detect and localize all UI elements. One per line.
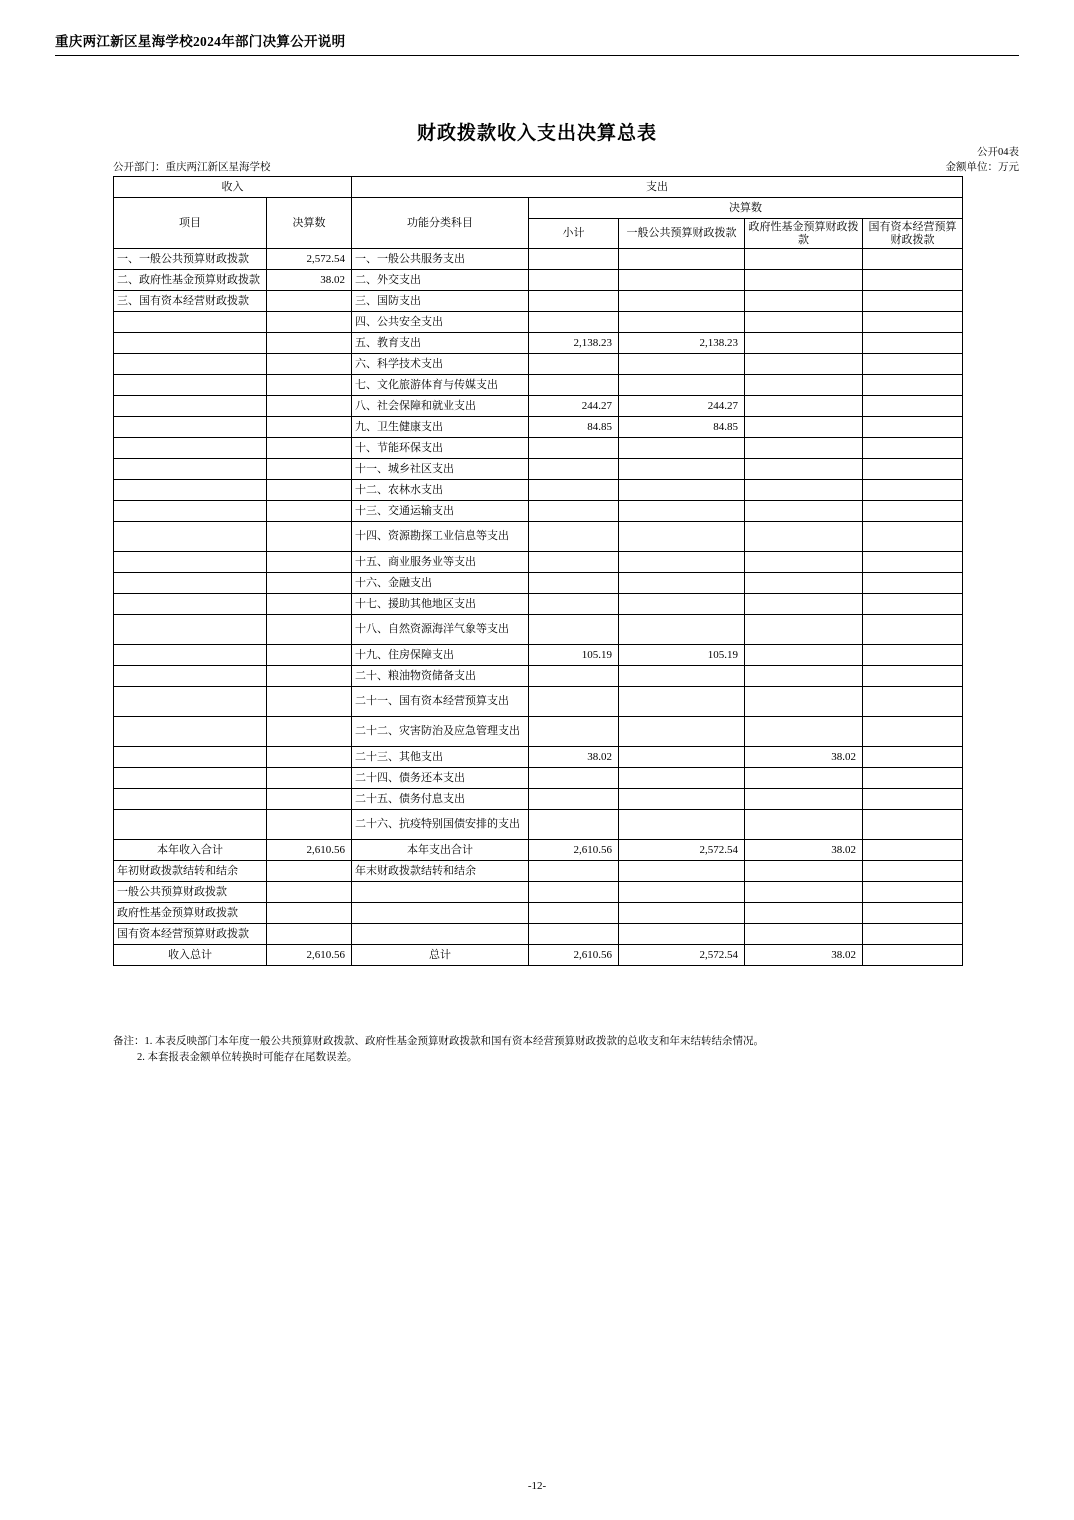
summary-expenditure-label xyxy=(352,903,529,924)
table-summary-row xyxy=(114,924,963,945)
summary-fund-budget: 38.02 xyxy=(745,945,863,966)
function-category-cell: 十八、自然资源海洋气象等支出 xyxy=(352,615,529,645)
income-item-cell xyxy=(114,666,267,687)
table-row xyxy=(114,396,963,417)
subtotal-cell xyxy=(529,438,619,459)
header-function-category: 功能分类科目 xyxy=(352,198,529,249)
fund-budget-cell xyxy=(745,459,863,480)
table-row xyxy=(114,552,963,573)
income-amount-cell xyxy=(267,594,352,615)
summary-subtotal xyxy=(529,882,619,903)
income-amount-cell xyxy=(267,522,352,552)
function-category-cell: 二十一、国有资本经营预算支出 xyxy=(352,687,529,717)
income-amount-cell xyxy=(267,573,352,594)
income-amount-cell xyxy=(267,789,352,810)
subtotal-cell xyxy=(529,522,619,552)
income-item-cell xyxy=(114,789,267,810)
summary-capital-budget xyxy=(863,861,963,882)
income-item-cell xyxy=(114,594,267,615)
running-header: 重庆两江新区星海学校2024年部门决算公开说明 xyxy=(55,34,346,49)
income-amount-cell xyxy=(267,375,352,396)
header-general-public-budget: 一般公共预算财政拨款 xyxy=(619,219,745,249)
subtotal-cell xyxy=(529,594,619,615)
fund-budget-cell xyxy=(745,645,863,666)
table-row xyxy=(114,333,963,354)
general-budget-cell xyxy=(619,375,745,396)
general-budget-cell: 105.19 xyxy=(619,645,745,666)
subtotal-cell xyxy=(529,459,619,480)
summary-subtotal: 2,610.56 xyxy=(529,840,619,861)
income-item-cell xyxy=(114,645,267,666)
function-category-cell: 六、科学技术支出 xyxy=(352,354,529,375)
fund-budget-cell xyxy=(745,291,863,312)
header-divider xyxy=(55,55,1019,56)
function-category-cell: 二十五、债务付息支出 xyxy=(352,789,529,810)
subtotal-cell xyxy=(529,573,619,594)
subtotal-cell xyxy=(529,789,619,810)
fund-budget-cell xyxy=(745,396,863,417)
summary-expenditure-label xyxy=(352,882,529,903)
general-budget-cell: 84.85 xyxy=(619,417,745,438)
header-income-amount: 决算数 xyxy=(267,198,352,249)
general-budget-cell xyxy=(619,747,745,768)
summary-expenditure-label: 总计 xyxy=(352,945,529,966)
table-summary-row xyxy=(114,840,963,861)
summary-capital-budget xyxy=(863,903,963,924)
summary-income-label: 政府性基金预算财政拨款 xyxy=(114,903,267,924)
general-budget-cell xyxy=(619,810,745,840)
capital-budget-cell xyxy=(863,480,963,501)
general-budget-cell xyxy=(619,615,745,645)
capital-budget-cell xyxy=(863,552,963,573)
function-category-cell: 十三、交通运输支出 xyxy=(352,501,529,522)
general-budget-cell xyxy=(619,249,745,270)
table-number: 公开04表 xyxy=(977,147,1019,158)
table-row xyxy=(114,687,963,717)
general-budget-cell xyxy=(619,438,745,459)
income-amount-cell: 2,572.54 xyxy=(267,249,352,270)
income-item-cell: 三、国有资本经营财政拨款 xyxy=(114,291,267,312)
function-category-cell: 十二、农林水支出 xyxy=(352,480,529,501)
function-category-cell: 十四、资源勘探工业信息等支出 xyxy=(352,522,529,552)
summary-income-amount xyxy=(267,861,352,882)
income-item-cell xyxy=(114,438,267,459)
income-amount-cell xyxy=(267,687,352,717)
table-row xyxy=(114,291,963,312)
summary-fund-budget xyxy=(745,903,863,924)
subtotal-cell xyxy=(529,717,619,747)
general-budget-cell: 2,138.23 xyxy=(619,333,745,354)
function-category-cell: 十五、商业服务业等支出 xyxy=(352,552,529,573)
function-category-cell: 十一、城乡社区支出 xyxy=(352,459,529,480)
table-row xyxy=(114,594,963,615)
header-final-accounts: 决算数 xyxy=(529,198,963,219)
general-budget-cell xyxy=(619,501,745,522)
subtotal-cell xyxy=(529,810,619,840)
summary-general-budget: 2,572.54 xyxy=(619,945,745,966)
table-row xyxy=(114,768,963,789)
capital-budget-cell xyxy=(863,354,963,375)
summary-general-budget: 2,572.54 xyxy=(619,840,745,861)
note-line-1: 备注：1. 本表反映部门本年度一般公共预算财政拨款、政府性基金预算财政拨款和国有资本经营预算财政拨款的总收支和年末结转结余情况。 xyxy=(113,1036,764,1047)
table-summary-row xyxy=(114,945,963,966)
fund-budget-cell xyxy=(745,615,863,645)
function-category-cell: 八、社会保障和就业支出 xyxy=(352,396,529,417)
function-category-cell: 十九、住房保障支出 xyxy=(352,645,529,666)
summary-capital-budget xyxy=(863,945,963,966)
table-header-group-row xyxy=(114,177,963,198)
general-budget-cell xyxy=(619,459,745,480)
subtotal-cell xyxy=(529,291,619,312)
capital-budget-cell xyxy=(863,810,963,840)
income-item-cell xyxy=(114,687,267,717)
header-income-item: 项目 xyxy=(114,198,267,249)
table-summary-row xyxy=(114,861,963,882)
function-category-cell: 二十、粮油物资储备支出 xyxy=(352,666,529,687)
subtotal-cell xyxy=(529,375,619,396)
income-item-cell xyxy=(114,501,267,522)
summary-fund-budget: 38.02 xyxy=(745,840,863,861)
capital-budget-cell xyxy=(863,333,963,354)
subtotal-cell xyxy=(529,501,619,522)
income-amount-cell xyxy=(267,459,352,480)
income-item-cell xyxy=(114,312,267,333)
capital-budget-cell xyxy=(863,396,963,417)
capital-budget-cell xyxy=(863,312,963,333)
function-category-cell: 九、卫生健康支出 xyxy=(352,417,529,438)
financial-table xyxy=(113,176,963,966)
capital-budget-cell xyxy=(863,594,963,615)
income-item-cell xyxy=(114,573,267,594)
table-row xyxy=(114,375,963,396)
income-item-cell xyxy=(114,522,267,552)
general-budget-cell xyxy=(619,687,745,717)
function-category-cell: 四、公共安全支出 xyxy=(352,312,529,333)
general-budget-cell: 244.27 xyxy=(619,396,745,417)
table-row xyxy=(114,417,963,438)
capital-budget-cell xyxy=(863,717,963,747)
function-category-cell: 二十六、抗疫特别国债安排的支出 xyxy=(352,810,529,840)
function-category-cell: 二、外交支出 xyxy=(352,270,529,291)
general-budget-cell xyxy=(619,552,745,573)
general-budget-cell xyxy=(619,480,745,501)
income-amount-cell xyxy=(267,666,352,687)
table-row xyxy=(114,810,963,840)
income-amount-cell xyxy=(267,645,352,666)
summary-income-amount: 2,610.56 xyxy=(267,945,352,966)
general-budget-cell xyxy=(619,270,745,291)
income-amount-cell xyxy=(267,312,352,333)
fund-budget-cell xyxy=(745,333,863,354)
summary-income-amount xyxy=(267,882,352,903)
table-summary-row xyxy=(114,903,963,924)
summary-income-label: 本年收入合计 xyxy=(114,840,267,861)
income-item-cell xyxy=(114,747,267,768)
fund-budget-cell xyxy=(745,552,863,573)
general-budget-cell xyxy=(619,312,745,333)
general-budget-cell xyxy=(619,573,745,594)
fund-budget-cell xyxy=(745,666,863,687)
subtotal-cell: 105.19 xyxy=(529,645,619,666)
table-row xyxy=(114,312,963,333)
capital-budget-cell xyxy=(863,573,963,594)
table-row xyxy=(114,615,963,645)
income-amount-cell: 38.02 xyxy=(267,270,352,291)
income-amount-cell xyxy=(267,768,352,789)
fund-budget-cell xyxy=(745,312,863,333)
table-row xyxy=(114,666,963,687)
table-row xyxy=(114,459,963,480)
page-number: -12- xyxy=(527,1480,547,1492)
general-budget-cell xyxy=(619,291,745,312)
income-item-cell xyxy=(114,768,267,789)
summary-fund-budget xyxy=(745,861,863,882)
income-amount-cell xyxy=(267,747,352,768)
subtotal-cell xyxy=(529,249,619,270)
table-row xyxy=(114,522,963,552)
fund-budget-cell xyxy=(745,522,863,552)
page-title: 财政拨款收入支出决算总表 xyxy=(416,123,657,144)
subtotal-cell xyxy=(529,687,619,717)
table-notes xyxy=(113,1034,1013,1066)
function-category-cell: 五、教育支出 xyxy=(352,333,529,354)
summary-income-label: 年初财政拨款结转和结余 xyxy=(114,861,267,882)
income-amount-cell xyxy=(267,396,352,417)
table-row xyxy=(114,270,963,291)
fund-budget-cell xyxy=(745,789,863,810)
income-amount-cell xyxy=(267,291,352,312)
subtotal-cell xyxy=(529,768,619,789)
capital-budget-cell xyxy=(863,501,963,522)
fund-budget-cell xyxy=(745,501,863,522)
capital-budget-cell xyxy=(863,249,963,270)
income-amount-cell xyxy=(267,438,352,459)
income-amount-cell xyxy=(267,552,352,573)
subtotal-cell: 2,138.23 xyxy=(529,333,619,354)
summary-fund-budget xyxy=(745,924,863,945)
capital-budget-cell xyxy=(863,375,963,396)
income-amount-cell xyxy=(267,417,352,438)
capital-budget-cell xyxy=(863,645,963,666)
currency-unit-label: 金额单位：万元 xyxy=(945,162,1019,173)
subtotal-cell xyxy=(529,270,619,291)
fund-budget-cell xyxy=(745,417,863,438)
summary-general-budget xyxy=(619,903,745,924)
function-category-cell: 二十四、债务还本支出 xyxy=(352,768,529,789)
table-row xyxy=(114,438,963,459)
income-amount-cell xyxy=(267,501,352,522)
table-summary-row xyxy=(114,882,963,903)
summary-general-budget xyxy=(619,924,745,945)
fund-budget-cell xyxy=(745,717,863,747)
fund-budget-cell xyxy=(745,354,863,375)
summary-subtotal: 2,610.56 xyxy=(529,945,619,966)
function-category-cell: 七、文化旅游体育与传媒支出 xyxy=(352,375,529,396)
function-category-cell: 一、一般公共服务支出 xyxy=(352,249,529,270)
subtotal-cell: 244.27 xyxy=(529,396,619,417)
summary-subtotal xyxy=(529,924,619,945)
general-budget-cell xyxy=(619,666,745,687)
fund-budget-cell xyxy=(745,249,863,270)
summary-income-label: 国有资本经营预算财政拨款 xyxy=(114,924,267,945)
fund-budget-cell: 38.02 xyxy=(745,747,863,768)
income-amount-cell xyxy=(267,354,352,375)
income-item-cell xyxy=(114,480,267,501)
function-category-cell: 十、节能环保支出 xyxy=(352,438,529,459)
fund-budget-cell xyxy=(745,480,863,501)
capital-budget-cell xyxy=(863,438,963,459)
income-amount-cell xyxy=(267,333,352,354)
capital-budget-cell xyxy=(863,687,963,717)
income-amount-cell xyxy=(267,810,352,840)
summary-income-amount xyxy=(267,924,352,945)
income-amount-cell xyxy=(267,615,352,645)
fund-budget-cell xyxy=(745,573,863,594)
summary-income-label: 收入总计 xyxy=(114,945,267,966)
table-header-row-2 xyxy=(114,198,963,219)
table-row xyxy=(114,747,963,768)
capital-budget-cell xyxy=(863,459,963,480)
header-government-fund-budget: 政府性基金预算财政拨款 xyxy=(745,219,863,249)
fund-budget-cell xyxy=(745,594,863,615)
department-label: 公开部门：重庆两江新区星海学校 xyxy=(113,162,271,173)
table-row xyxy=(114,249,963,270)
summary-capital-budget xyxy=(863,924,963,945)
summary-general-budget xyxy=(619,861,745,882)
general-budget-cell xyxy=(619,717,745,747)
income-item-cell xyxy=(114,417,267,438)
summary-capital-budget xyxy=(863,882,963,903)
income-item-cell xyxy=(114,459,267,480)
table-row xyxy=(114,480,963,501)
subtotal-cell xyxy=(529,552,619,573)
capital-budget-cell xyxy=(863,789,963,810)
summary-subtotal xyxy=(529,861,619,882)
general-budget-cell xyxy=(619,594,745,615)
table-row xyxy=(114,354,963,375)
summary-income-label: 一般公共预算财政拨款 xyxy=(114,882,267,903)
table-row xyxy=(114,501,963,522)
capital-budget-cell xyxy=(863,666,963,687)
subtotal-cell xyxy=(529,312,619,333)
capital-budget-cell xyxy=(863,291,963,312)
header-subtotal: 小计 xyxy=(529,219,619,249)
function-category-cell: 二十二、灾害防治及应急管理支出 xyxy=(352,717,529,747)
summary-expenditure-label xyxy=(352,924,529,945)
table-row xyxy=(114,789,963,810)
general-budget-cell xyxy=(619,522,745,552)
capital-budget-cell xyxy=(863,417,963,438)
summary-income-amount xyxy=(267,903,352,924)
income-item-cell xyxy=(114,333,267,354)
table-row xyxy=(114,717,963,747)
income-item-cell: 二、政府性基金预算财政拨款 xyxy=(114,270,267,291)
income-amount-cell xyxy=(267,480,352,501)
fund-budget-cell xyxy=(745,438,863,459)
summary-income-amount: 2,610.56 xyxy=(267,840,352,861)
note-line-2: 2. 本套报表金额单位转换时可能存在尾数误差。 xyxy=(137,1051,358,1063)
subtotal-cell: 84.85 xyxy=(529,417,619,438)
function-category-cell: 十六、金融支出 xyxy=(352,573,529,594)
income-item-cell xyxy=(114,375,267,396)
function-category-cell: 十七、援助其他地区支出 xyxy=(352,594,529,615)
header-expenditure-group: 支出 xyxy=(352,177,963,198)
table-row xyxy=(114,573,963,594)
income-item-cell xyxy=(114,552,267,573)
summary-subtotal xyxy=(529,903,619,924)
general-budget-cell xyxy=(619,768,745,789)
income-item-cell: 一、一般公共预算财政拨款 xyxy=(114,249,267,270)
income-item-cell xyxy=(114,396,267,417)
summary-capital-budget xyxy=(863,840,963,861)
income-amount-cell xyxy=(267,717,352,747)
header-state-capital-budget: 国有资本经营预算财政拨款 xyxy=(863,219,963,249)
income-item-cell xyxy=(114,717,267,747)
income-item-cell xyxy=(114,615,267,645)
subtotal-cell: 38.02 xyxy=(529,747,619,768)
function-category-cell: 二十三、其他支出 xyxy=(352,747,529,768)
fund-budget-cell xyxy=(745,768,863,789)
subtotal-cell xyxy=(529,354,619,375)
fund-budget-cell xyxy=(745,687,863,717)
summary-expenditure-label: 本年支出合计 xyxy=(352,840,529,861)
capital-budget-cell xyxy=(863,522,963,552)
summary-fund-budget xyxy=(745,882,863,903)
fund-budget-cell xyxy=(745,375,863,396)
header-income-group: 收入 xyxy=(114,177,352,198)
general-budget-cell xyxy=(619,789,745,810)
income-item-cell xyxy=(114,810,267,840)
capital-budget-cell xyxy=(863,615,963,645)
income-item-cell xyxy=(114,354,267,375)
fund-budget-cell xyxy=(745,270,863,291)
summary-general-budget xyxy=(619,882,745,903)
capital-budget-cell xyxy=(863,747,963,768)
general-budget-cell xyxy=(619,354,745,375)
summary-expenditure-label: 年末财政拨款结转和结余 xyxy=(352,861,529,882)
subtotal-cell xyxy=(529,480,619,501)
subtotal-cell xyxy=(529,666,619,687)
table-row xyxy=(114,645,963,666)
capital-budget-cell xyxy=(863,768,963,789)
function-category-cell: 三、国防支出 xyxy=(352,291,529,312)
subtotal-cell xyxy=(529,615,619,645)
capital-budget-cell xyxy=(863,270,963,291)
fund-budget-cell xyxy=(745,810,863,840)
